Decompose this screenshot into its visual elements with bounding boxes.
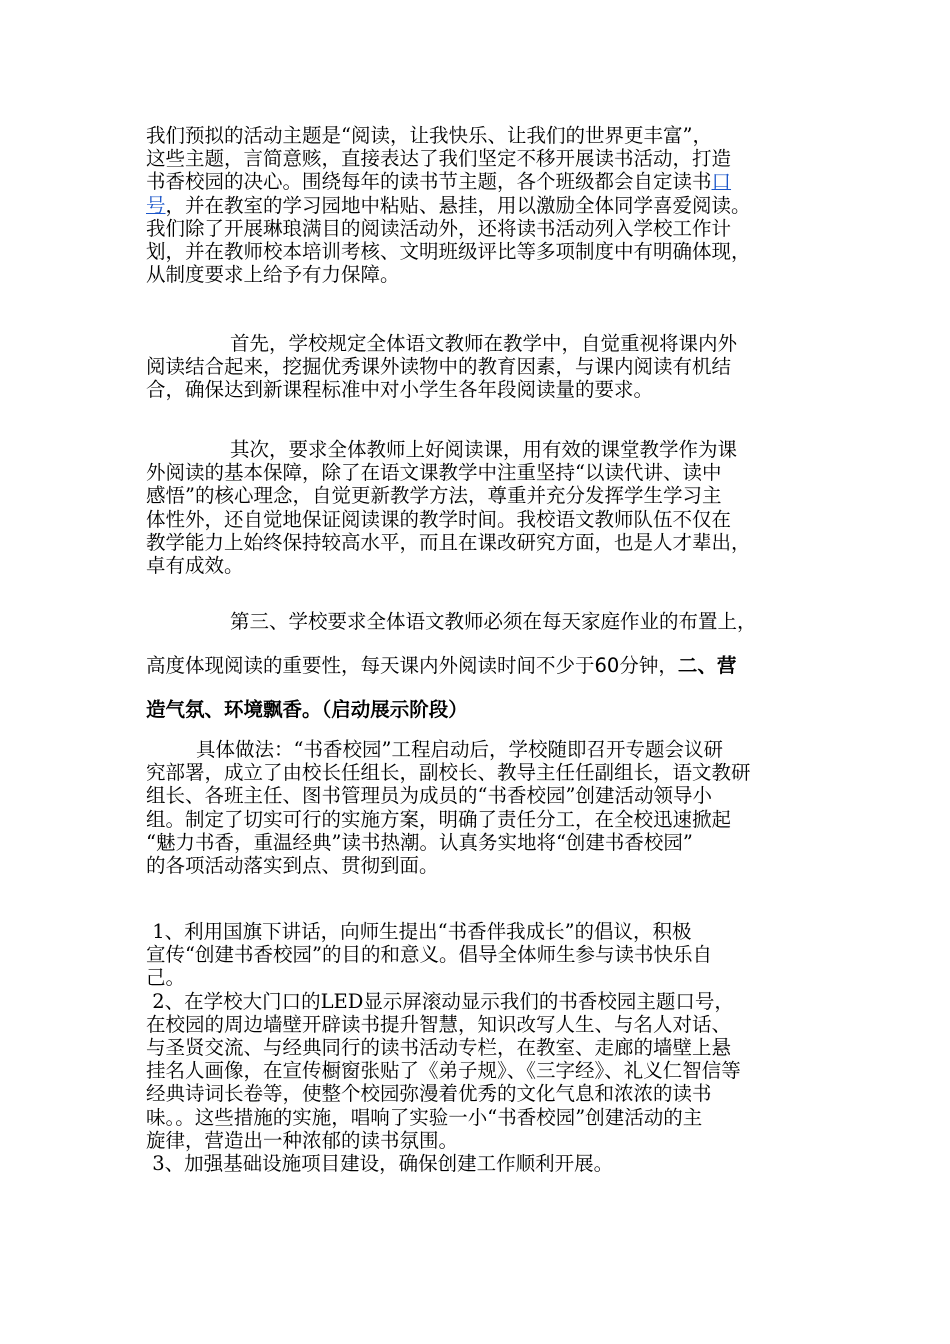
text-line: 我们除了开展琳琅满目的阅读活动外，还将读书活动列入学校工作计 bbox=[146, 216, 732, 240]
list-item-continued: 己。 bbox=[146, 966, 186, 990]
paragraph-second bbox=[146, 438, 826, 577]
text-line: 合，确保达到新课程标准中对小学生各年段阅读量的要求。 bbox=[146, 378, 654, 402]
text-line: 我们预拟的活动主题是“阅读，让我快乐、让我们的世界更丰富”， bbox=[146, 124, 712, 147]
text-line: 这些主题，言简意赅，直接表达了我们坚定不移开展读书活动，打造 bbox=[146, 147, 732, 171]
text-line: “魅力书香，重温经典”读书热潮。认真务实地将“创建书香校园” bbox=[146, 830, 693, 854]
text-line: 外阅读的基本保障，除了在语文课教学中注重坚持“以读代讲、读中 bbox=[146, 461, 722, 485]
text-fragment: 分钟， bbox=[619, 654, 678, 677]
text-line: 体性外，还自觉地保证阅读课的教学时间。我校语文教师队伍不仅在 bbox=[146, 507, 732, 531]
list-item-continued: 味。。这些措施的实施，唱响了实验一小“书香校园”创建活动的主 bbox=[146, 1105, 703, 1129]
section-heading: 造气氛、环境飘香。（启动展示阶段） bbox=[146, 698, 468, 721]
slogan-link[interactable]: 号 bbox=[146, 193, 166, 217]
text-line bbox=[146, 644, 826, 688]
text-line: 卓有成效。 bbox=[146, 554, 244, 578]
list-item-continued: 旋律，营造出一种浓郁的读书氛围。 bbox=[146, 1128, 459, 1152]
text-line: 划，并在教师校本培训考核、文明班级评比等多项制度中有明确体现， bbox=[146, 240, 751, 264]
text-line: 首先，学校规定全体语文教师在教学中，自觉重视将课内外 bbox=[230, 332, 738, 355]
text-line: 的各项活动落实到点、贯彻到面。 bbox=[146, 854, 439, 878]
list-item-continued: 经典诗词长卷等，使整个校园弥漫着优秀的文化气息和浓浓的读书 bbox=[146, 1082, 712, 1106]
text-line: 组。制定了切实可行的实施方案，明确了责任分工，在全校迅速掀起 bbox=[146, 807, 732, 831]
list-item-continued: 在校园的周边墙壁开辟读书提升智慧，知识改写人生、与名人对话、 bbox=[146, 1012, 732, 1036]
paragraph-method bbox=[146, 738, 826, 877]
paragraph-theme bbox=[146, 124, 826, 286]
text-line: 组长、各班主任、图书管理员为成员的“书香校园”创建活动领导小 bbox=[146, 784, 712, 808]
minutes-number: 60 bbox=[594, 654, 620, 677]
text-line: 感悟”的核心理念，自觉更新教学方法，尊重并充分发挥学生学习主 bbox=[146, 484, 722, 508]
text-line: 第三、学校要求全体语文教师必须在每天家庭作业的布置上， bbox=[230, 610, 757, 633]
slogan-link[interactable]: 口 bbox=[711, 170, 732, 194]
list-item-continued: 挂名人画像，在宣传橱窗张贴了《弟子规》、《三字经》、礼义仁智信等 bbox=[146, 1059, 741, 1083]
text-fragment: ，并在教室的学习园地中粘贴、悬挂，用以激励全体同学喜爱阅读。 bbox=[165, 193, 751, 217]
paragraph-third bbox=[146, 600, 826, 732]
list-item-continued: 与圣贤交流、与经典同行的读书活动专栏，在教室、走廊的墙壁上悬 bbox=[146, 1036, 732, 1060]
text-line: 其次，要求全体教师上好阅读课，用有效的课堂教学作为课 bbox=[230, 438, 738, 461]
list-item: 1、利用国旗下讲话，向师生提出“书香伴我成长”的倡议，积极 bbox=[146, 920, 692, 943]
list-item: 3、加强基础设施项目建设，确保创建工作顺利开展。 bbox=[146, 1152, 614, 1176]
measures-list bbox=[146, 920, 826, 1175]
text-line: 从制度要求上给予有力保障。 bbox=[146, 263, 400, 287]
paragraph-first bbox=[146, 332, 826, 402]
text-fragment: 书香校园的决心。围绕每年的读书节主题，各个班级都会自定读书 bbox=[146, 170, 712, 194]
section-heading: 二、营 bbox=[677, 654, 737, 677]
list-item-continued: 宣传“创建书香校园”的目的和意义。倡导全体师生参与读书快乐自 bbox=[146, 943, 712, 967]
text-line: 具体做法：“书香校园”工程启动后，学校随即召开专题会议研 bbox=[196, 738, 723, 761]
text-fragment: 高度体现阅读的重要性，每天课内外阅读时间不少于 bbox=[146, 654, 595, 677]
text-line: 教学能力上始终保持较高水平，而且在课改研究方面，也是人才辈出， bbox=[146, 530, 751, 554]
text-line: 究部署，成立了由校长任组长，副校长、教导主任任副组长，语文教研 bbox=[146, 761, 751, 785]
text-line bbox=[146, 170, 826, 193]
list-item: 2、在学校大门口的LED显示屏滚动显示我们的书香校园主题口号， bbox=[146, 989, 734, 1013]
text-line bbox=[146, 194, 826, 217]
text-line: 阅读结合起来，挖掘优秀课外读物中的教育因素，与课内阅读有机结 bbox=[146, 355, 732, 379]
